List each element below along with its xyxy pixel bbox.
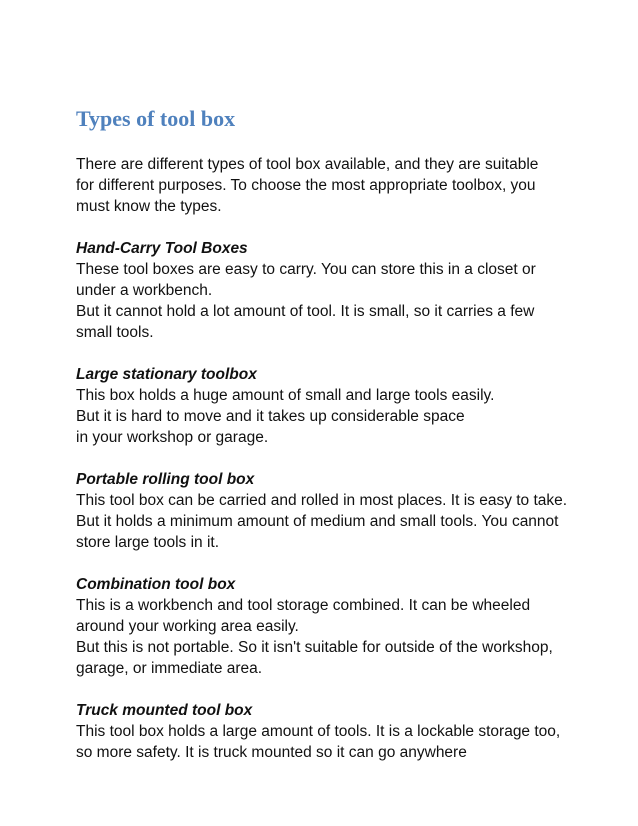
section-line: store large tools in it. bbox=[76, 534, 220, 551]
section-line: This tool box can be carried and rolled in most places. It is easy to take. bbox=[76, 492, 568, 509]
section-line: These tool boxes are easy to carry. You can store this in a closet or bbox=[76, 261, 536, 278]
section-heading: Large stationary toolbox bbox=[76, 366, 257, 383]
section-truck-mounted bbox=[76, 700, 576, 763]
section-hand-carry bbox=[76, 238, 576, 343]
section-portable-rolling bbox=[76, 469, 576, 553]
section-line: But it is hard to move and it takes up considerable space bbox=[76, 408, 465, 425]
section-heading: Combination tool box bbox=[76, 576, 236, 593]
section-line: around your working area easily. bbox=[76, 618, 299, 635]
section-line: in your workshop or garage. bbox=[76, 429, 269, 446]
intro-line: must know the types. bbox=[76, 198, 222, 215]
section-paragraph bbox=[76, 595, 576, 679]
section-heading: Truck mounted tool box bbox=[76, 702, 253, 719]
section-large-stationary bbox=[76, 364, 576, 448]
section-line: garage, or immediate area. bbox=[76, 660, 263, 677]
intro-paragraph bbox=[76, 154, 576, 217]
section-paragraph bbox=[76, 490, 576, 553]
section-combination bbox=[76, 574, 576, 679]
section-heading: Portable rolling tool box bbox=[76, 471, 255, 488]
section-line: This tool box holds a large amount of tools. It is a lockable storage too, bbox=[76, 723, 561, 740]
section-paragraph bbox=[76, 259, 576, 343]
intro-line: There are different types of tool box available, and they are suitable bbox=[76, 156, 539, 173]
section-line: under a workbench. bbox=[76, 282, 213, 299]
section-line: This box holds a huge amount of small and large tools easily. bbox=[76, 387, 495, 404]
section-line: small tools. bbox=[76, 324, 154, 341]
intro-line: for different purposes. To choose the most appropriate toolbox, you bbox=[76, 177, 536, 194]
document-content bbox=[76, 105, 576, 763]
section-heading: Hand-Carry Tool Boxes bbox=[76, 240, 248, 257]
section-line: But it cannot hold a lot amount of tool. It is small, so it carries a few bbox=[76, 303, 535, 320]
section-line: so more safety. It is truck mounted so it can go anywhere bbox=[76, 744, 467, 761]
section-paragraph bbox=[76, 385, 576, 448]
page-title: Types of tool box bbox=[76, 106, 236, 131]
section-paragraph bbox=[76, 721, 576, 763]
section-line: This is a workbench and tool storage combined. It can be wheeled bbox=[76, 597, 531, 614]
section-line: But it holds a minimum amount of medium and small tools. You cannot bbox=[76, 513, 559, 530]
section-line: But this is not portable. So it isn't suitable for outside of the workshop, bbox=[76, 639, 553, 656]
